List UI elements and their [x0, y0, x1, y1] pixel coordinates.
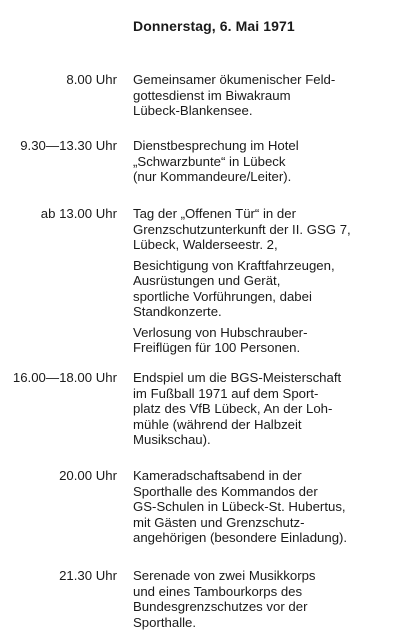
description-paragraph — [133, 468, 395, 546]
description-line: Serenade von zwei Musikkorps — [133, 568, 316, 583]
description-line: angehörigen (besondere Einladung). — [133, 530, 348, 545]
description-paragraph — [133, 325, 395, 356]
description-paragraph — [133, 370, 395, 448]
description-line: gottesdienst im Biwakraum — [133, 87, 291, 103]
description-line: Verlosung von Hubschrauber- — [133, 324, 308, 340]
entry-time: 9.30—13.30 Uhr — [20, 138, 117, 153]
description-paragraph — [133, 72, 395, 119]
entry-description — [133, 206, 395, 356]
description-paragraph — [133, 138, 395, 185]
description-line: Lübeck, Walderseestr. 2, — [133, 237, 278, 252]
description-line: Sporthalle. — [133, 614, 197, 630]
description-line: Grenzschutzunterkunft der II. GSG 7, — [133, 221, 351, 237]
entry-time: 20.00 Uhr — [59, 468, 117, 483]
description-line: „Schwarzbunte“ in Lübeck — [133, 153, 286, 169]
description-line: Bundesgrenzschutzes vor der — [133, 599, 308, 614]
description-line: platz des VfB Lübeck, An der Loh- — [133, 401, 333, 416]
entry-description — [133, 468, 395, 546]
description-paragraph — [133, 206, 395, 253]
entry-description — [133, 370, 395, 448]
description-paragraph — [133, 258, 395, 320]
description-line: sportliche Vorführungen, dabei — [133, 288, 312, 304]
description-line: Freiflügen für 100 Personen. — [133, 340, 301, 355]
description-line: Musikschau). — [133, 432, 211, 447]
description-line: und eines Tambourkorps des — [133, 583, 303, 599]
description-line: mit Gästen und Grenzschutz- — [133, 514, 305, 530]
description-line: im Fußball 1971 auf dem Sport- — [133, 385, 319, 401]
description-line: mühle (während der Halbzeit — [133, 416, 302, 432]
description-line: Dienstbesprechung im Hotel — [133, 138, 299, 153]
description-line: Besichtigung von Kraftfahrzeugen, — [133, 257, 335, 273]
description-line: Lübeck-Blankensee. — [133, 103, 253, 118]
entry-description — [133, 568, 395, 630]
entry-time: 8.00 Uhr — [66, 72, 117, 87]
entry-description — [133, 72, 395, 119]
description-line: Gemeinsamer ökumenischer Feld- — [133, 72, 336, 87]
description-line: Standkonzerte. — [133, 304, 222, 319]
description-paragraph — [133, 568, 395, 630]
description-line: GS-Schulen in Lübeck-St. Hubertus, — [133, 499, 346, 514]
description-line: (nur Kommandeure/Leiter). — [133, 169, 292, 184]
entry-description — [133, 138, 395, 185]
description-line: Ausrüstungen und Gerät, — [133, 273, 281, 288]
description-line: Sporthalle des Kommandos der — [133, 483, 318, 499]
entry-time: 16.00—18.00 Uhr — [12, 370, 117, 385]
description-line: Endspiel um die BGS-Meisterschaft — [133, 370, 342, 385]
description-line: Tag der „Offenen Tür“ in der — [133, 206, 296, 221]
entry-time: ab 13.00 Uhr — [40, 206, 117, 221]
entry-time: 21.30 Uhr — [59, 568, 117, 583]
page-heading: Donnerstag, 6. Mai 1971 — [133, 18, 295, 34]
description-line: Kameradschaftsabend in der — [133, 468, 302, 483]
